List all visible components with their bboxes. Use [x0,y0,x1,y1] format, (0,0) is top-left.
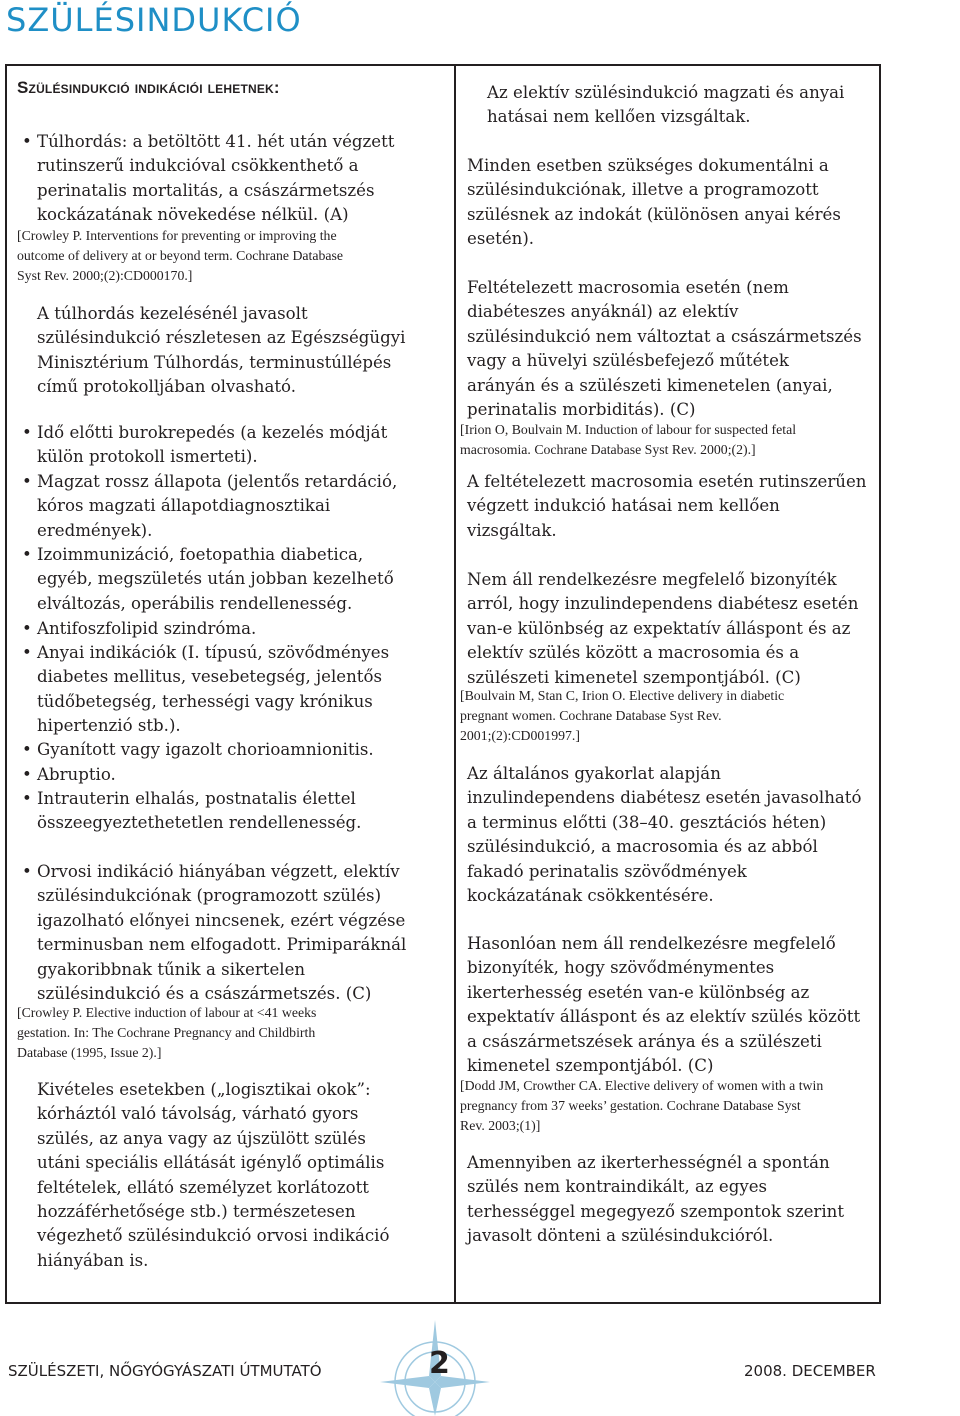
footer-publication: SZÜLÉSZETI, NŐGYÓGYÁSZATI ÚTMUTATÓ [8,1362,322,1380]
text-line: Kivételes esetekben („logisztikai okok”: [37,1080,371,1099]
text-line: végzett indukció hatásai nem kellően [467,496,780,516]
bullet-dot: • [22,643,32,662]
text-line: esetén). [467,229,535,249]
bullet-text [37,421,387,470]
bullet-dot: • [22,619,32,638]
text-line: [Crowley P. Elective induction of labour at <41 weeks [17,1005,317,1020]
text-line: [Dodd JM, Crowther CA. Elective delivery of women with a twin [460,1078,824,1093]
text-line: Az elektív szülésindukció magzati és anyai [487,83,845,102]
text-line: szülésindukciónak, illetve a programozott [467,180,819,200]
bullet-text [37,543,394,616]
text-line: bizonyíték, hogy szövődménymentes [467,958,775,978]
text-line: szülésindukció és a császármetszés. (C) [37,984,372,1004]
text-line: rutinszerű indukcióval csökkenthető a [37,156,359,176]
bullet-text [37,763,116,787]
section-heading: Szülésindukció indikációi lehetnek: [17,78,280,97]
text-line: Izoimmunizáció, foetopathia diabetica, [37,545,364,564]
text-line: Anyai indikációk (I. típusú, szövődményes [37,643,390,662]
text-line: [Boulvain M, Stan C, Irion O. Elective delivery in diabetic [460,688,785,703]
text-line: Antifoszfolipid szindróma. [37,619,257,638]
bullet-dot: • [22,423,32,442]
text-line: külön protokoll ismerteti). [37,447,258,467]
text-line: egyéb, megszületés után jobban kezelhető [37,569,394,589]
text-line: perinatalis mortalitás, a császármetszés [37,180,375,200]
text-line: hiányában is. [37,1250,149,1270]
text-line: hatásai nem kellően vizsgáltak. [487,107,751,127]
text-line: Intrauterin elhalás, postnatalis élettel [37,789,356,808]
text-line: javasolt dönteni a szülésindukcióról. [467,1226,774,1246]
text-line: pregnant women. Cochrane Database Syst Rev. [460,708,722,724]
bullet-item-chorioamnionitis [22,738,374,762]
bullet-item-fetal-state [22,470,398,543]
reference-crowley-2000 [17,226,343,287]
text-line: Minden esetben szükséges dokumentálni a [467,156,829,175]
text-line: Az általános gyakorlat alapján [467,764,721,783]
paragraph-effects [487,81,844,130]
bullet-item-abruptio [22,763,116,787]
text-line: Túlhordás: a betöltött 41. hét után végzett [37,132,395,151]
text-line: fakadó perinatalis szövődmények [467,861,747,881]
text-line: ikerterhesség esetén van-e különbség az [467,982,810,1002]
text-line: arról, hogy inzulindependens diabétesz esetén [467,594,859,614]
text-line: vizsgáltak. [467,520,557,540]
bullet-item-elective [22,860,407,1006]
bullet-item-prom [22,421,388,470]
text-line: outcome of delivery at or beyond term. Cochrane Database [17,248,344,264]
bullet-text [37,641,389,739]
text-line: Feltételezett macrosomia esetén (nem [467,278,789,297]
bullet-item-overdue [22,130,395,228]
page-number: 2 [429,1346,450,1381]
bullet-text [37,130,394,228]
text-line: kockázatának növekedése nélkül. (A) [37,205,349,225]
paragraph-documentation [467,154,841,252]
bullet-text [37,470,397,543]
text-line: tüdőbetegség, terhességi vagy krónikus [37,691,373,711]
text-line: szülésindukció nem változtat a császármetszés [467,326,862,346]
reference-boulvain-2001 [460,686,784,747]
paragraph-insulin-evidence [467,568,858,690]
bullet-item-isoimmunization [22,543,394,616]
bullet-dot: • [22,740,32,759]
text-line: arányán és a szülészeti kimenetelen (anyai, [467,375,833,395]
text-line: Abruptio. [37,765,116,784]
text-line: A feltételezett macrosomia esetén rutinszerűen [467,472,867,491]
paragraph-logistic-reasons [37,1078,389,1273]
text-line: című protokolljában olvasható. [37,377,296,397]
text-line: macrosomia. Cochrane Database Syst Rev. 2000;(2).] [460,442,756,458]
text-line: Gyanított vagy igazolt chorioamnionitis. [37,740,374,759]
text-line: gyakoribbnak tűnik a sikertelen [37,959,306,979]
text-line: Syst Rev. 2000;(2):CD000170.] [17,268,193,284]
text-line: elektív szülés között a macrosomia és a [467,643,800,663]
bullet-item-iufd [22,787,362,836]
text-line: szülés nem kontraindikált, az egyes [467,1177,768,1197]
text-line: Rev. 2003;(1)] [460,1118,541,1134]
reference-dodd-2003 [460,1076,823,1137]
bullet-dot: • [22,862,32,881]
text-line: Hasonlóan nem áll rendelkezésre megfelelő [467,934,836,953]
text-line: hozzáférhetősége stb.) természetesen [37,1202,356,1222]
paragraph-twin-decision [467,1151,844,1249]
paragraph-macrosomia [467,276,862,422]
page-title: SZÜLÉSINDUKCIÓ [6,1,302,39]
text-line: eredmények). [37,520,153,540]
text-line: kóros magzati állapotdiagnosztikai [37,496,331,516]
text-line: szülésindukció, a macrosomia és az abból [467,837,818,857]
text-line: szülészeti kimenetel szempontjából. (C) [467,667,801,687]
text-line: összeegyeztethetetlen rendellenesség. [37,813,362,833]
text-line: Magzat rossz állapota (jelentős retardáció, [37,472,398,491]
text-line: igazolható előnyei nincsenek, ezért végzése [37,910,406,930]
text-line: Orvosi indikáció hiányában végzett, elektív [37,862,400,881]
bullet-dot: • [22,789,32,808]
bullet-text [37,787,361,836]
text-line: utáni speciális ellátását igénylő optimális [37,1153,385,1173]
text-line: diabetes mellitus, vesebetegség, jelentős [37,667,382,687]
text-line: diabéteszes anyáknál) az elektív [467,302,739,322]
text-line: Minisztérium Túlhordás, terminustúllépés [37,352,392,372]
footer-date: 2008. DECEMBER [744,1362,876,1380]
text-line: elváltozás, operábilis rendellenesség. [37,593,353,613]
text-line: kimenetel szempontjából. (C) [467,1056,714,1076]
text-line: szülésindukció részletesen az Egészségügyi [37,328,406,348]
bullet-item-antiphospholipid [22,617,257,641]
text-line: Nem áll rendelkezésre megfelelő bizonyíték [467,570,837,589]
text-line: van-e különbség az expektatív álláspont és az [467,618,851,638]
text-line: Database (1995, Issue 2).] [17,1045,162,1061]
text-line: kockázatának csökkentésére. [467,886,714,906]
paragraph-twin-pregnancy [467,932,860,1078]
reference-irion-2000 [460,420,796,460]
column-divider [454,66,456,1302]
bullet-text [37,738,374,762]
text-line: inzulindependens diabétesz esetén javasolható [467,788,862,808]
text-line: Amennyiben az ikerterhességnél a spontán [467,1153,830,1172]
text-line: perinatalis morbiditás). (C) [467,400,696,420]
bullet-dot: • [22,765,32,784]
text-line: szülésnek az indokát (különösen anyai kérés [467,204,841,224]
text-line: gestation. In: The Cochrane Pregnancy and Childbirth [17,1025,316,1041]
paragraph-overdue-protocol [37,302,405,400]
reference-crowley-1995 [17,1003,316,1064]
text-line: [Irion O, Boulvain M. Induction of labour for suspected fetal [460,422,797,437]
text-line: szülés, az anya vagy az újszülött szülés [37,1128,366,1148]
paragraph-macrosomia-routine [467,470,866,543]
content-frame [5,64,881,1304]
text-line: a császármetszések aránya és a szülészeti [467,1031,822,1051]
text-line: végezhető szülésindukció orvosi indikáció [37,1226,390,1246]
text-line: A túlhordás kezelésénél javasolt [37,304,308,323]
bullet-dot: • [22,132,32,151]
text-line: terhességgel megegyező szempontok szerint [467,1201,845,1221]
paragraph-general-practice [467,762,861,908]
text-line: vagy a hüvelyi szülésbefejező műtétek [467,351,789,371]
text-line: pregnancy from 37 weeks’ gestation. Cochrane Database Syst [460,1098,801,1114]
text-line: kórháztól való távolság, várható gyors [37,1104,359,1124]
text-line: terminusban nem elfogadott. Primiparáknál [37,935,407,955]
text-line: [Crowley P. Interventions for preventing or improving the [17,228,337,243]
text-line: expektatív álláspont és az elektív szülés között [467,1007,861,1027]
bullet-dot: • [22,472,32,491]
bullet-dot: • [22,545,32,564]
bullet-item-maternal [22,641,390,739]
text-line: 2001;(2):CD001997.] [460,728,580,744]
text-line: szülésindukciónak (programozott szülés) [37,886,382,906]
text-line: Idő előtti burokrepedés (a kezelés módját [37,423,388,442]
text-line: a terminus előtti (38–40. gesztációs héten) [467,812,827,832]
bullet-text [37,617,256,641]
bullet-text [37,860,406,1006]
text-line: hipertenzió stb.). [37,716,181,736]
text-line: feltételek, ellátó személyzet korlátozott [37,1177,369,1197]
